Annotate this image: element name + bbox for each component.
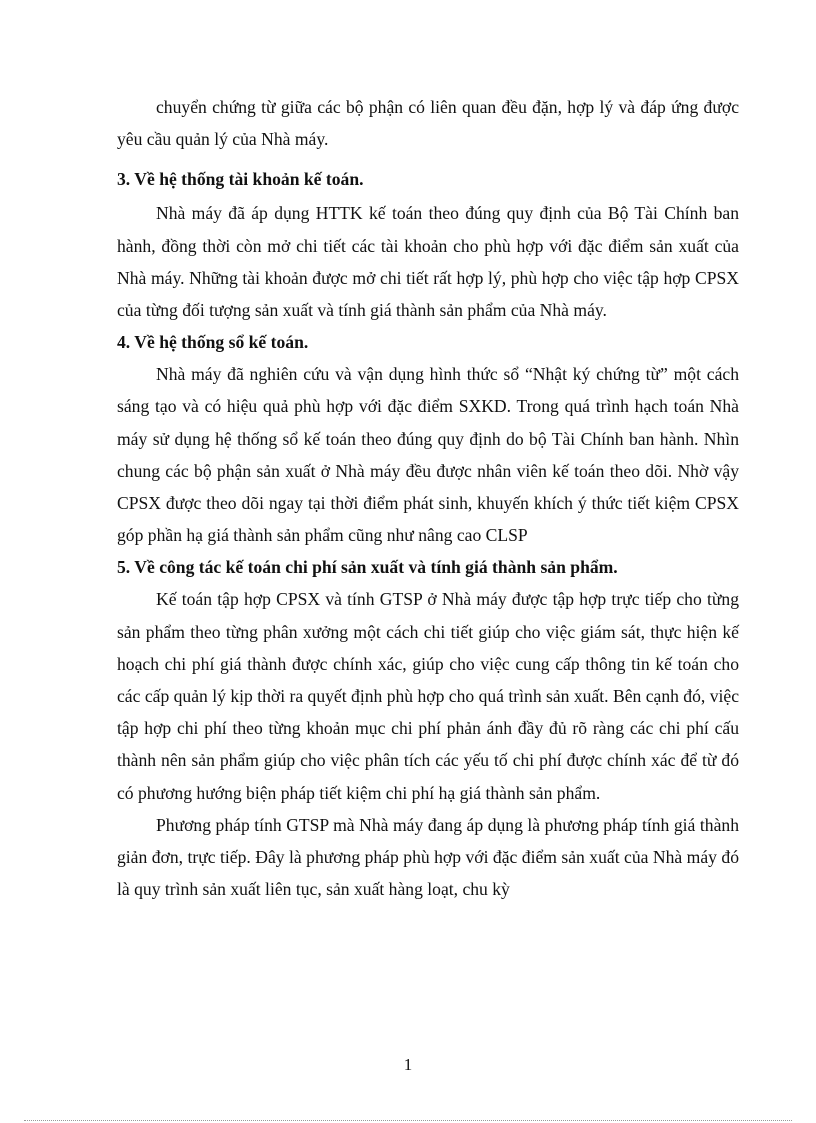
paragraph-books-system: Nhà máy đã nghiên cứu và vận dụng hình thức sổ “Nhật ký chứng từ” một cách sáng tạo và có hiệu quả phù hợp với đặc điểm SXKD. Trong quá trình hạch toán Nhà máy sử dụng hệ thống sổ kế toán theo đúng quy định do bộ Tài Chính ban hành. Nhìn chung các bộ phận sản xuất ở Nhà máy đều được nhân viên kế toán theo dõi. Nhờ vậy CPSX được theo dõi ngay tại thời điểm phát sinh, khuyến khích ý thức tiết kiệm CPSX góp phần hạ giá thành sản phẩm cũng như nâng cao CLSP xyxy=(117,364,739,546)
paragraph-cost-accounting: Kế toán tập hợp CPSX và tính GTSP ở Nhà máy được tập hợp trực tiếp cho từng sản phẩm theo từng phân xưởng một cách chi tiết giúp cho việc giám sát, thực hiện kế hoạch chi phí giá thành được chính xác, giúp cho việc cung cấp thông tin kế toán cho các cấp quản lý kịp thời ra quyết định phù hợp cho quá trình sản xuất. Bên cạnh đó, việc tập hợp chi phí theo từng khoản mục chi phí phản ánh đầy đủ rõ ràng các chi phí cấu thành nên sản phẩm giúp cho việc phân tích các yếu tố chi phí được chính xác để từ đó có phương hướng biện pháp tiết kiệm chi phí hạ giá thành sản phẩm. xyxy=(117,589,740,803)
heading-section-5: 5. Về công tác kế toán chi phí sản xuất và tính giá thành sản phẩm. xyxy=(117,557,618,578)
paragraph-continuation: chuyển chứng từ giữa các bộ phận có liên quan đều đặn, hợp lý và đáp ứng được yêu cầu quản lý của Nhà máy. xyxy=(117,97,739,150)
page-number: 1 xyxy=(403,1055,413,1074)
document-body xyxy=(117,91,739,905)
heading-section-3: 3. Về hệ thống tài khoản kế toán. xyxy=(117,169,364,190)
paragraph-accounts-system: Nhà máy đã áp dụng HTTK kế toán theo đúng quy định của Bộ Tài Chính ban hành, đồng thời còn mở chi tiết các tài khoản cho phù hợp với đặc điểm sản xuất của Nhà máy. Những tài khoản được mở chi tiết rất hợp lý, phù hợp cho việc tập hợp CPSX của từng đối tượng sản xuất và tính giá thành sản phẩm của Nhà máy. xyxy=(117,203,739,321)
paragraph-costing-method: Phương pháp tính GTSP mà Nhà máy đang áp dụng là phương pháp tính giá thành giản đơn, trực tiếp. Đây là phương pháp phù hợp với đặc điểm sản xuất của Nhà máy đó là quy trình sản xuất liên tục, sản xuất hàng loạt, chu kỳ xyxy=(117,814,739,900)
footer-divider xyxy=(24,1120,792,1121)
heading-section-4: 4. Về hệ thống sổ kế toán. xyxy=(117,332,309,353)
